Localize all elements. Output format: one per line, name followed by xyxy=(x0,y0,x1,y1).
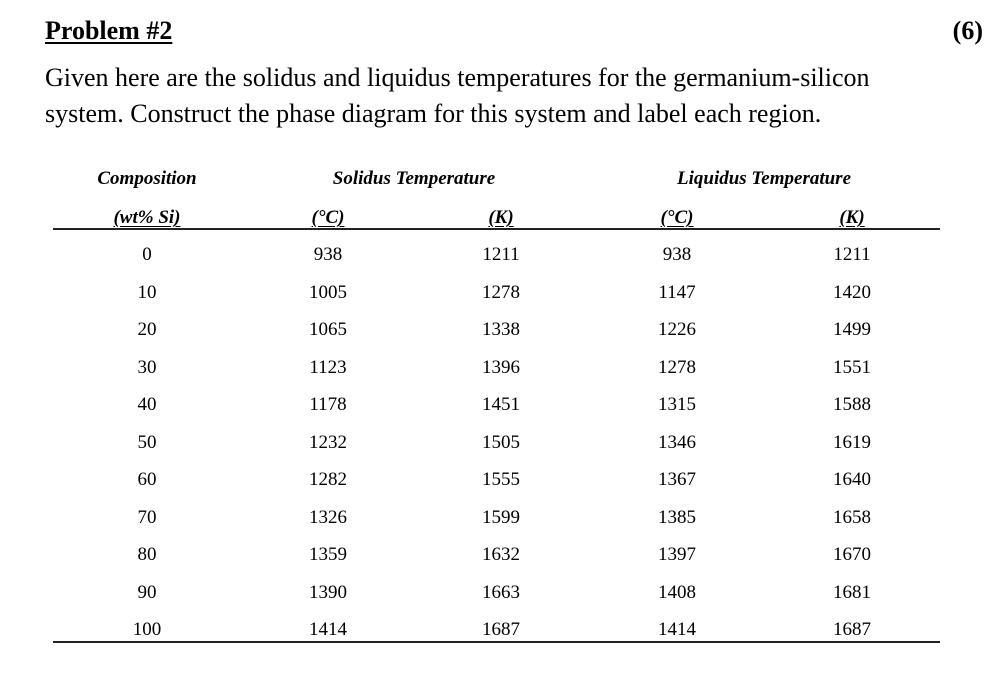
cell-solidus-k: 1338 xyxy=(482,319,520,340)
cell-solidus-k: 1505 xyxy=(482,431,520,453)
cell-solidus-c: 938 xyxy=(313,244,343,265)
cell-liquidus-k: 1420 xyxy=(833,281,871,303)
cell-liquidus-c: 1226 xyxy=(658,319,696,340)
cell-solidus-k: 1632 xyxy=(482,544,520,565)
cell-solidus-k: 1599 xyxy=(482,506,520,528)
cell-wt-si: 30 xyxy=(137,356,157,378)
cell-wt-si: 0 xyxy=(142,244,152,265)
cell-liquidus-k: 1499 xyxy=(833,319,871,340)
cell-wt-si: 40 xyxy=(137,394,157,415)
problem-instructions: Given here are the solidus and liquidus temperatures for the germanium-silicon system. Construct the phase diagram for this system and label each region. xyxy=(45,63,870,128)
cell-wt-si: 70 xyxy=(137,506,157,528)
cell-solidus-c: 1178 xyxy=(309,394,347,415)
header-solidus-temperature: Solidus Temperature xyxy=(332,168,496,189)
table-bottom-rule xyxy=(53,641,940,643)
cell-wt-si: 100 xyxy=(132,619,162,640)
cell-solidus-c: 1414 xyxy=(309,619,347,640)
table-top-rule xyxy=(53,228,940,230)
cell-liquidus-k: 1681 xyxy=(833,581,871,603)
subheader-solidus-kelvin: (K) xyxy=(488,207,514,228)
cell-solidus-k: 1687 xyxy=(482,619,520,640)
cell-solidus-c: 1390 xyxy=(309,581,347,603)
cell-liquidus-c: 1315 xyxy=(658,394,696,415)
header-composition: Composition xyxy=(97,168,197,189)
cell-solidus-c: 1359 xyxy=(309,544,347,565)
cell-wt-si: 50 xyxy=(137,431,157,453)
cell-liquidus-c: 1397 xyxy=(658,544,696,565)
cell-wt-si: 60 xyxy=(137,469,157,490)
cell-liquidus-k: 1619 xyxy=(833,431,871,453)
cell-wt-si: 20 xyxy=(137,319,157,340)
cell-liquidus-k: 1640 xyxy=(833,469,871,490)
cell-liquidus-c: 1147 xyxy=(658,281,696,303)
cell-solidus-c: 1326 xyxy=(309,506,347,528)
cell-solidus-k: 1663 xyxy=(482,581,520,603)
problem-points: (6) xyxy=(952,16,983,45)
cell-solidus-c: 1065 xyxy=(309,319,347,340)
cell-liquidus-c: 1408 xyxy=(658,581,696,603)
cell-solidus-k: 1555 xyxy=(482,469,520,490)
problem-title: Problem #2 xyxy=(45,16,173,45)
cell-solidus-c: 1005 xyxy=(309,281,347,303)
cell-liquidus-c: 1414 xyxy=(658,619,696,640)
subheader-liquidus-kelvin: (K) xyxy=(839,207,865,228)
cell-liquidus-c: 1385 xyxy=(658,506,696,528)
cell-liquidus-k: 1588 xyxy=(833,394,871,415)
cell-solidus-c: 1123 xyxy=(309,356,347,378)
subheader-liquidus-celsius: (°C) xyxy=(660,207,694,228)
cell-solidus-c: 1232 xyxy=(309,431,347,453)
cell-solidus-c: 1282 xyxy=(309,469,347,490)
cell-wt-si: 80 xyxy=(137,544,157,565)
subheader-wt-si: (wt% Si) xyxy=(113,207,181,228)
cell-solidus-k: 1451 xyxy=(482,394,520,415)
cell-solidus-k: 1278 xyxy=(482,281,520,303)
cell-liquidus-k: 1551 xyxy=(833,356,871,378)
cell-solidus-k: 1211 xyxy=(482,244,520,265)
cell-liquidus-k: 1670 xyxy=(833,544,871,565)
cell-wt-si: 90 xyxy=(137,581,157,603)
subheader-solidus-celsius: (°C) xyxy=(311,207,345,228)
cell-liquidus-k: 1687 xyxy=(833,619,871,640)
cell-liquidus-c: 1346 xyxy=(658,431,696,453)
cell-liquidus-k: 1658 xyxy=(833,506,871,528)
cell-liquidus-c: 1278 xyxy=(658,356,696,378)
cell-wt-si: 10 xyxy=(137,281,157,303)
cell-liquidus-c: 1367 xyxy=(658,469,696,490)
header-liquidus-temperature: Liquidus Temperature xyxy=(676,168,852,189)
cell-liquidus-c: 938 xyxy=(662,244,692,265)
cell-solidus-k: 1396 xyxy=(482,356,520,378)
cell-liquidus-k: 1211 xyxy=(833,244,871,265)
